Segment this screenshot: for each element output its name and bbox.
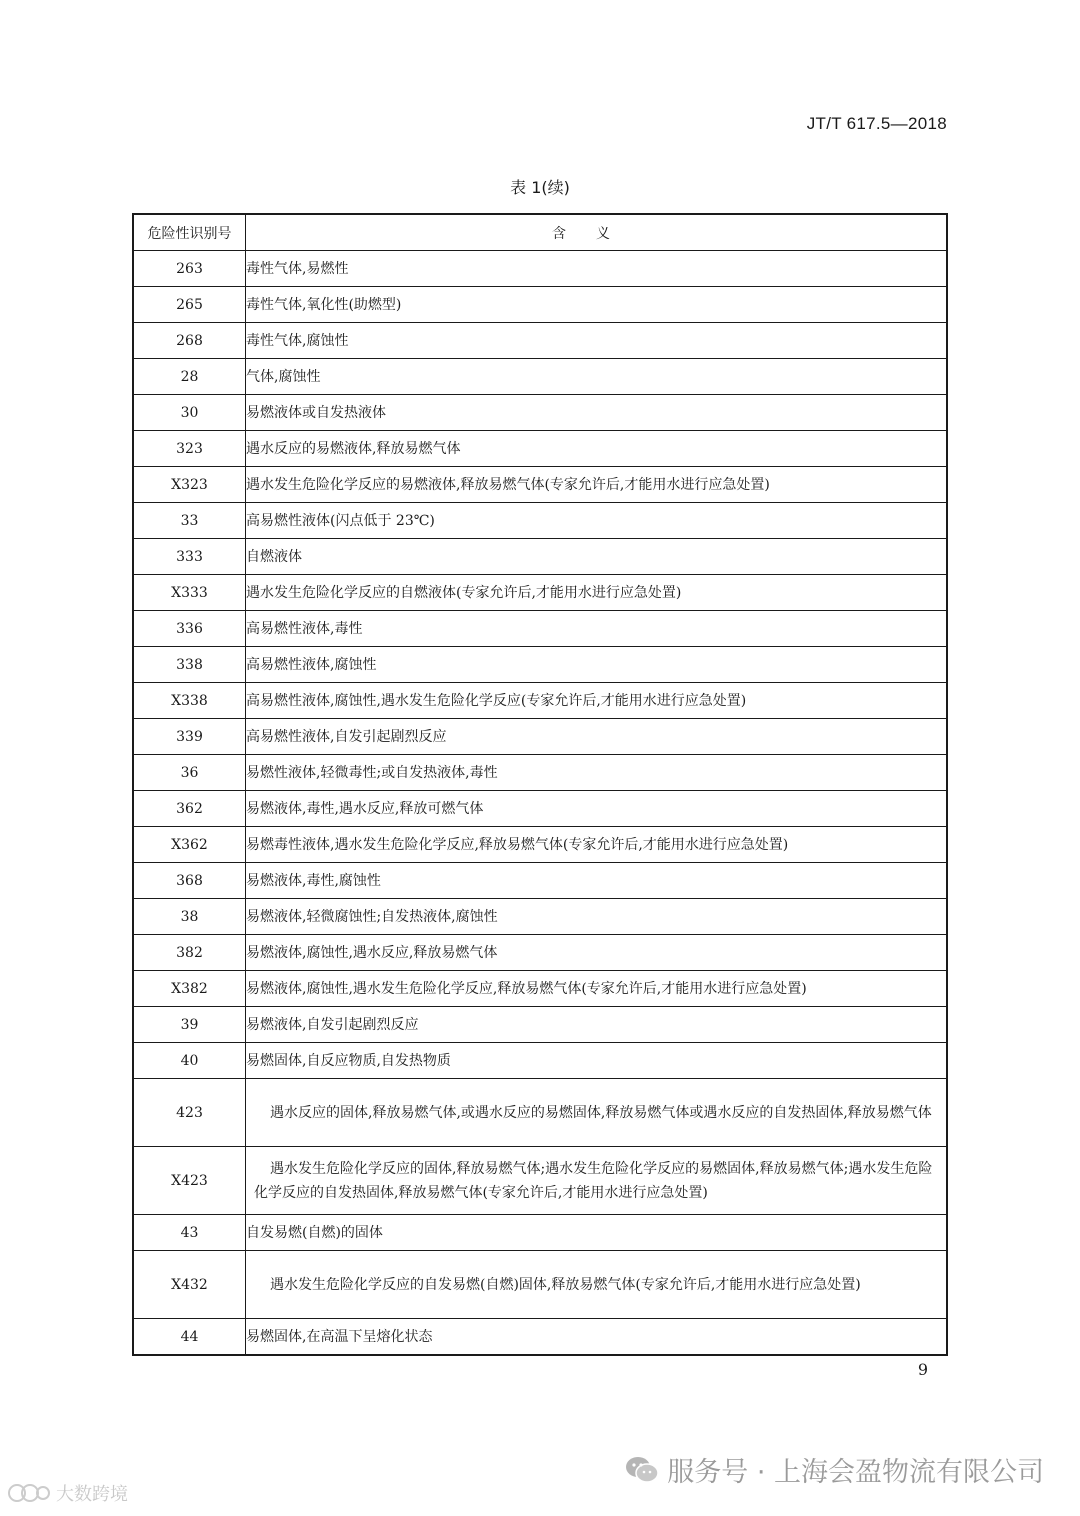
- page-number: 9: [917, 1360, 928, 1379]
- hazard-meaning-text: 遇水发生危险化学反应的自燃液体(专家允许后,才能用水进行应急处置): [246, 584, 682, 601]
- hazard-meaning-text: 气体,腐蚀性: [246, 368, 321, 385]
- hazard-meaning-text: 遇水发生危险化学反应的易燃液体,释放易燃气体(专家允许后,才能用水进行应急处置): [246, 476, 770, 493]
- hazard-meaning-text: 易燃毒性液体,遇水发生危险化学反应,释放易燃气体(专家允许后,才能用水进行应急处置): [246, 836, 789, 853]
- table-caption: 表 1(续): [510, 178, 570, 197]
- hazard-code-cell: 268: [133, 323, 246, 359]
- table-row: [133, 287, 947, 323]
- hazard-meaning-cell: [246, 1215, 948, 1251]
- hazard-code-cell: 382: [133, 935, 246, 971]
- hazard-code-cell: 28: [133, 359, 246, 395]
- standard-code: JT/T 617.5—2018: [806, 114, 947, 133]
- hazard-meaning-text: 毒性气体,氧化性(助燃型): [246, 296, 402, 313]
- hazard-code-cell: X432: [133, 1251, 246, 1319]
- hazard-code-cell: 263: [133, 251, 246, 287]
- table-row: [133, 1147, 947, 1215]
- hazard-meaning-cell: [246, 863, 948, 899]
- hazard-code-cell: 323: [133, 431, 246, 467]
- hazard-code-cell: 265: [133, 287, 246, 323]
- table-row: [133, 1043, 947, 1079]
- hazard-meaning-text: 易燃液体,腐蚀性,遇水发生危险化学反应,释放易燃气体(专家允许后,才能用水进行应急处置): [246, 980, 807, 997]
- hazard-meaning-cell: [246, 683, 948, 719]
- column-header-meaning: 含义: [246, 214, 948, 251]
- corner-mark: [8, 1480, 128, 1506]
- hazard-meaning-cell: [246, 395, 948, 431]
- table-row: [133, 503, 947, 539]
- hazard-meaning-cell: [246, 1147, 948, 1215]
- corner-logo-icon: [8, 1482, 52, 1504]
- hazard-code-cell: 40: [133, 1043, 246, 1079]
- hazard-meaning-text: 自发易燃(自燃)的固体: [246, 1224, 383, 1241]
- hazard-meaning-cell: [246, 1079, 948, 1147]
- hazard-code-cell: 43: [133, 1215, 246, 1251]
- hazard-meaning-text: 易燃液体或自发热液体: [246, 404, 386, 421]
- hazard-meaning-cell: [246, 971, 948, 1007]
- table-row: [133, 323, 947, 359]
- hazard-meaning-cell: [246, 827, 948, 863]
- hazard-meaning-cell: [246, 1043, 948, 1079]
- hazard-meaning-text: 高易燃性液体,毒性: [246, 620, 363, 637]
- corner-mark-text: 大数跨境: [56, 1484, 128, 1505]
- hazard-meaning-cell: [246, 575, 948, 611]
- hazard-code-cell: 333: [133, 539, 246, 575]
- hazard-meaning-text: 遇水发生危险化学反应的固体,释放易燃气体;遇水发生危险化学反应的易燃固体,释放易燃气体;遇水发生危险化学反应的自发热固体,释放易燃气体(专家允许后,才能用水进行应急处置): [254, 1160, 933, 1201]
- table-row: [133, 791, 947, 827]
- table-row: [133, 755, 947, 791]
- hazard-meaning-cell: [246, 647, 948, 683]
- hazard-meaning-cell: [246, 359, 948, 395]
- hazard-meaning-cell: [246, 611, 948, 647]
- hazard-code-cell: X338: [133, 683, 246, 719]
- hazard-code-cell: X362: [133, 827, 246, 863]
- hazard-meaning-text: 自燃液体: [246, 548, 302, 565]
- hazard-meaning-cell: [246, 719, 948, 755]
- watermark-text: 服务号 · 上海会盈物流有限公司: [667, 1457, 1044, 1488]
- hazard-meaning-text: 高易燃性液体,腐蚀性: [246, 656, 377, 673]
- table-row: [133, 827, 947, 863]
- table-row: [133, 431, 947, 467]
- table-row: [133, 863, 947, 899]
- table-row: [133, 611, 947, 647]
- table-row: [133, 1079, 947, 1147]
- hazard-meaning-text: 易燃液体,轻微腐蚀性;自发热液体,腐蚀性: [246, 908, 498, 925]
- hazard-meaning-cell: [246, 1251, 948, 1319]
- table-row: [133, 719, 947, 755]
- hazard-meaning-cell: [246, 287, 948, 323]
- hazard-code-cell: X333: [133, 575, 246, 611]
- hazard-meaning-text: 易燃液体,毒性,遇水反应,释放可燃气体: [246, 800, 484, 817]
- hazard-meaning-cell: [246, 323, 948, 359]
- hazard-meaning-text: 易燃性液体,轻微毒性;或自发热液体,毒性: [246, 764, 498, 781]
- hazard-meaning-text: 毒性气体,易燃性: [246, 260, 349, 277]
- table-row: [133, 467, 947, 503]
- hazard-code-cell: 423: [133, 1079, 246, 1147]
- table-row: [133, 359, 947, 395]
- hazard-meaning-text: 遇水反应的易燃液体,释放易燃气体: [246, 440, 461, 457]
- hazard-meaning-cell: [246, 755, 948, 791]
- table-row: [133, 899, 947, 935]
- table-row: [133, 539, 947, 575]
- table-row: [133, 1007, 947, 1043]
- table-row: [133, 935, 947, 971]
- hazard-meaning-cell: [246, 431, 948, 467]
- hazard-meaning-text: 毒性气体,腐蚀性: [246, 332, 349, 349]
- hazard-code-cell: 44: [133, 1319, 246, 1356]
- table-row: [133, 1251, 947, 1319]
- table-row: [133, 575, 947, 611]
- hazard-meaning-text: 高易燃性液体,腐蚀性,遇水发生危险化学反应(专家允许后,才能用水进行应急处置): [246, 692, 747, 709]
- hazard-code-cell: 39: [133, 1007, 246, 1043]
- hazard-meaning-cell: [246, 791, 948, 827]
- table-row: [133, 1215, 947, 1251]
- hazard-meaning-text: 易燃液体,自发引起剧烈反应: [246, 1016, 419, 1033]
- hazard-code-cell: 338: [133, 647, 246, 683]
- hazard-code-cell: 38: [133, 899, 246, 935]
- table-row: [133, 395, 947, 431]
- hazard-meaning-text: 高易燃性液体(闪点低于 23℃): [246, 512, 435, 529]
- hazard-meaning-cell: [246, 935, 948, 971]
- hazard-code-cell: 336: [133, 611, 246, 647]
- hazard-meaning-text: 易燃固体,自反应物质,自发热物质: [246, 1052, 451, 1069]
- hazard-code-cell: 339: [133, 719, 246, 755]
- hazard-code-cell: X382: [133, 971, 246, 1007]
- table-row: [133, 251, 947, 287]
- hazard-code-cell: 368: [133, 863, 246, 899]
- hazard-meaning-text: 易燃固体,在高温下呈熔化状态: [246, 1328, 433, 1345]
- hazard-meaning-text: 易燃液体,腐蚀性,遇水反应,释放易燃气体: [246, 944, 498, 961]
- table-row: [133, 647, 947, 683]
- hazard-meaning-text: 遇水反应的固体,释放易燃气体,或遇水反应的易燃固体,释放易燃气体或遇水反应的自发热固体,释放易燃气体: [270, 1104, 932, 1121]
- hazard-code-cell: 36: [133, 755, 246, 791]
- hazard-identification-table: [132, 213, 948, 1356]
- hazard-code-cell: X323: [133, 467, 246, 503]
- hazard-code-cell: 30: [133, 395, 246, 431]
- hazard-meaning-cell: [246, 467, 948, 503]
- hazard-meaning-text: 遇水发生危险化学反应的自发易燃(自燃)固体,释放易燃气体(专家允许后,才能用水进行应急处置): [270, 1276, 861, 1293]
- hazard-code-cell: 362: [133, 791, 246, 827]
- table-row: [133, 1319, 947, 1356]
- hazard-meaning-cell: [246, 503, 948, 539]
- table-row: [133, 971, 947, 1007]
- table-body: [133, 251, 947, 1356]
- watermark: [625, 1450, 1044, 1489]
- hazard-meaning-cell: [246, 1319, 948, 1356]
- hazard-meaning-cell: [246, 251, 948, 287]
- hazard-meaning-cell: [246, 539, 948, 575]
- wechat-icon: [625, 1456, 659, 1484]
- hazard-code-cell: 33: [133, 503, 246, 539]
- hazard-meaning-cell: [246, 1007, 948, 1043]
- column-header-code: 危险性识别号: [133, 214, 246, 251]
- table-row: [133, 683, 947, 719]
- hazard-meaning-text: 易燃液体,毒性,腐蚀性: [246, 872, 381, 889]
- hazard-meaning-cell: [246, 899, 948, 935]
- hazard-code-cell: X423: [133, 1147, 246, 1215]
- table-header-row: [133, 214, 947, 251]
- hazard-meaning-text: 高易燃性液体,自发引起剧烈反应: [246, 728, 447, 745]
